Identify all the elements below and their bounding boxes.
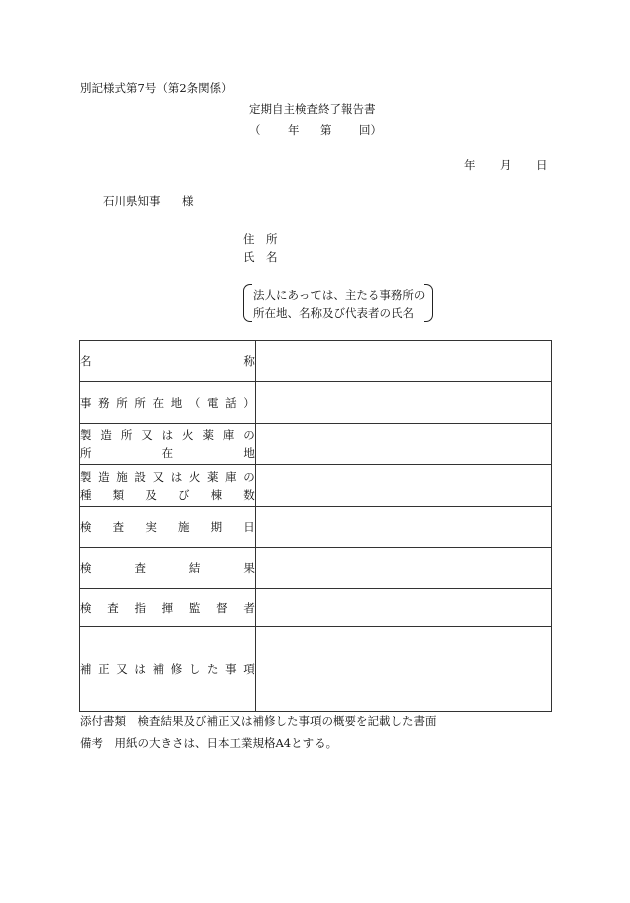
row-label bbox=[80, 548, 256, 589]
label-char: 項 bbox=[243, 662, 255, 676]
label-char: 庫 bbox=[225, 469, 237, 484]
label-char: 又 bbox=[141, 428, 153, 442]
document-title: 定期自主検査終了報告書 bbox=[249, 102, 376, 116]
date-month: 月 bbox=[500, 158, 512, 172]
label-char: 者 bbox=[243, 600, 255, 615]
row-label-line2 bbox=[80, 486, 255, 504]
label-char: 又 bbox=[152, 469, 165, 484]
label-char: 薬 bbox=[206, 469, 219, 484]
label-char: 日 bbox=[243, 520, 255, 534]
row-value-field[interactable] bbox=[255, 382, 551, 424]
row-label-line1 bbox=[80, 394, 255, 412]
address-label: 住 所 bbox=[243, 232, 278, 246]
label-char: 製 bbox=[80, 469, 92, 484]
note-line-2: 所在地、名称及び代表者の氏名 bbox=[253, 306, 414, 320]
label-char: 話 bbox=[225, 395, 237, 410]
label-char: た bbox=[206, 662, 219, 676]
label-char: （ bbox=[188, 395, 201, 410]
subtitle-times: 回） bbox=[359, 123, 382, 137]
label-char: 数 bbox=[243, 487, 255, 502]
label-char: 所 bbox=[134, 395, 146, 410]
table-row bbox=[80, 382, 552, 424]
row-value-field[interactable] bbox=[255, 465, 551, 507]
row-value-field[interactable] bbox=[255, 341, 551, 382]
label-char: 事 bbox=[225, 662, 237, 676]
label-char: 類 bbox=[112, 487, 125, 502]
addressee-name: 石川県知事 bbox=[103, 194, 161, 208]
row-label bbox=[80, 382, 256, 424]
subtitle-open: （ bbox=[249, 123, 261, 137]
label-char: 電 bbox=[206, 395, 219, 410]
row-label-line1 bbox=[80, 426, 255, 444]
table-row bbox=[80, 507, 552, 548]
label-char: 在 bbox=[152, 395, 165, 410]
table-row bbox=[80, 341, 552, 382]
label-char: 在 bbox=[161, 446, 174, 460]
label-char: 薬 bbox=[202, 428, 214, 442]
note-line-1: 法人にあっては、主たる事務所の bbox=[253, 288, 426, 302]
remarks-note: 備考 用紙の大きさは、日本工業規格A4とする。 bbox=[80, 736, 338, 750]
report-table bbox=[79, 340, 552, 712]
label-char: 正 bbox=[98, 662, 110, 676]
label-char: 検 bbox=[80, 600, 92, 615]
label-char: 検 bbox=[80, 520, 92, 534]
label-char: び bbox=[177, 487, 190, 502]
row-label-line1 bbox=[80, 559, 255, 577]
label-char: 実 bbox=[145, 520, 157, 534]
label-char: 所 bbox=[80, 446, 92, 460]
subtitle-year: 年 bbox=[288, 123, 300, 137]
label-char: 地 bbox=[170, 395, 183, 410]
label-char: 指 bbox=[134, 600, 146, 615]
label-char: 督 bbox=[216, 600, 228, 615]
row-label-line1 bbox=[80, 468, 255, 486]
label-char: は bbox=[161, 428, 174, 442]
note-bracket-left bbox=[243, 284, 252, 322]
row-label bbox=[80, 341, 256, 382]
label-char: 所 bbox=[116, 395, 128, 410]
attachments-note: 添付書類 検査結果及び補正又は補修した事項の概要を記載した書面 bbox=[80, 714, 437, 728]
label-char: 結 bbox=[188, 561, 201, 575]
label-char: 設 bbox=[134, 469, 146, 484]
table-row bbox=[80, 548, 552, 589]
label-char: 所 bbox=[120, 428, 133, 442]
label-char: 名 bbox=[80, 354, 92, 368]
label-char: 又 bbox=[116, 662, 128, 676]
label-char: 補 bbox=[80, 662, 92, 676]
label-char: 庫 bbox=[222, 428, 235, 442]
date-year: 年 bbox=[464, 158, 476, 172]
label-char: 果 bbox=[243, 561, 255, 575]
row-value-field[interactable] bbox=[255, 589, 551, 627]
addressee-honorific: 様 bbox=[182, 194, 194, 208]
label-char: 査 bbox=[134, 561, 146, 575]
row-label bbox=[80, 627, 256, 712]
label-char: 火 bbox=[188, 469, 201, 484]
row-label-line1 bbox=[80, 599, 255, 617]
label-char: の bbox=[243, 469, 255, 484]
label-char: ） bbox=[243, 395, 255, 410]
label-char: 製 bbox=[80, 428, 92, 442]
label-char: 補 bbox=[152, 662, 165, 676]
table-row bbox=[80, 424, 552, 465]
table-row bbox=[80, 627, 552, 712]
label-char: の bbox=[243, 428, 255, 442]
label-char: 種 bbox=[80, 487, 92, 502]
name-label: 氏 名 bbox=[243, 250, 278, 264]
row-label-line1 bbox=[80, 660, 255, 678]
label-char: 造 bbox=[98, 469, 110, 484]
row-value-field[interactable] bbox=[255, 507, 551, 548]
row-label-line1 bbox=[80, 352, 255, 370]
label-char: 査 bbox=[107, 600, 119, 615]
date-day: 日 bbox=[536, 158, 548, 172]
label-char: 査 bbox=[112, 520, 125, 534]
label-char: 施 bbox=[116, 469, 128, 484]
row-value-field[interactable] bbox=[255, 627, 551, 712]
row-value-field[interactable] bbox=[255, 548, 551, 589]
table-row bbox=[80, 465, 552, 507]
label-char: 地 bbox=[243, 446, 255, 460]
label-char: 称 bbox=[243, 354, 255, 368]
label-char: し bbox=[188, 662, 201, 676]
label-char: 監 bbox=[188, 600, 201, 615]
label-char: 及 bbox=[145, 487, 157, 502]
label-char: 務 bbox=[98, 395, 110, 410]
label-char: は bbox=[170, 469, 183, 484]
row-label-line2 bbox=[80, 444, 255, 462]
label-char: 造 bbox=[100, 428, 112, 442]
label-char: 修 bbox=[170, 662, 183, 676]
row-label bbox=[80, 507, 256, 548]
label-char: 火 bbox=[182, 428, 194, 442]
label-char: 事 bbox=[80, 395, 92, 410]
label-char: 揮 bbox=[161, 600, 174, 615]
label-char: 棟 bbox=[210, 487, 223, 502]
subtitle-ordinal: 第 bbox=[320, 123, 332, 137]
label-char: 施 bbox=[177, 520, 190, 534]
table-row bbox=[80, 589, 552, 627]
form-code: 別記様式第7号（第2条関係） bbox=[80, 81, 233, 95]
label-char: 検 bbox=[80, 561, 92, 575]
row-label bbox=[80, 589, 256, 627]
row-value-field[interactable] bbox=[255, 424, 551, 465]
row-label bbox=[80, 465, 256, 507]
corporate-note bbox=[243, 284, 433, 322]
label-char: 期 bbox=[210, 520, 223, 534]
label-char: は bbox=[134, 662, 146, 676]
row-label bbox=[80, 424, 256, 465]
row-label-line1 bbox=[80, 518, 255, 536]
